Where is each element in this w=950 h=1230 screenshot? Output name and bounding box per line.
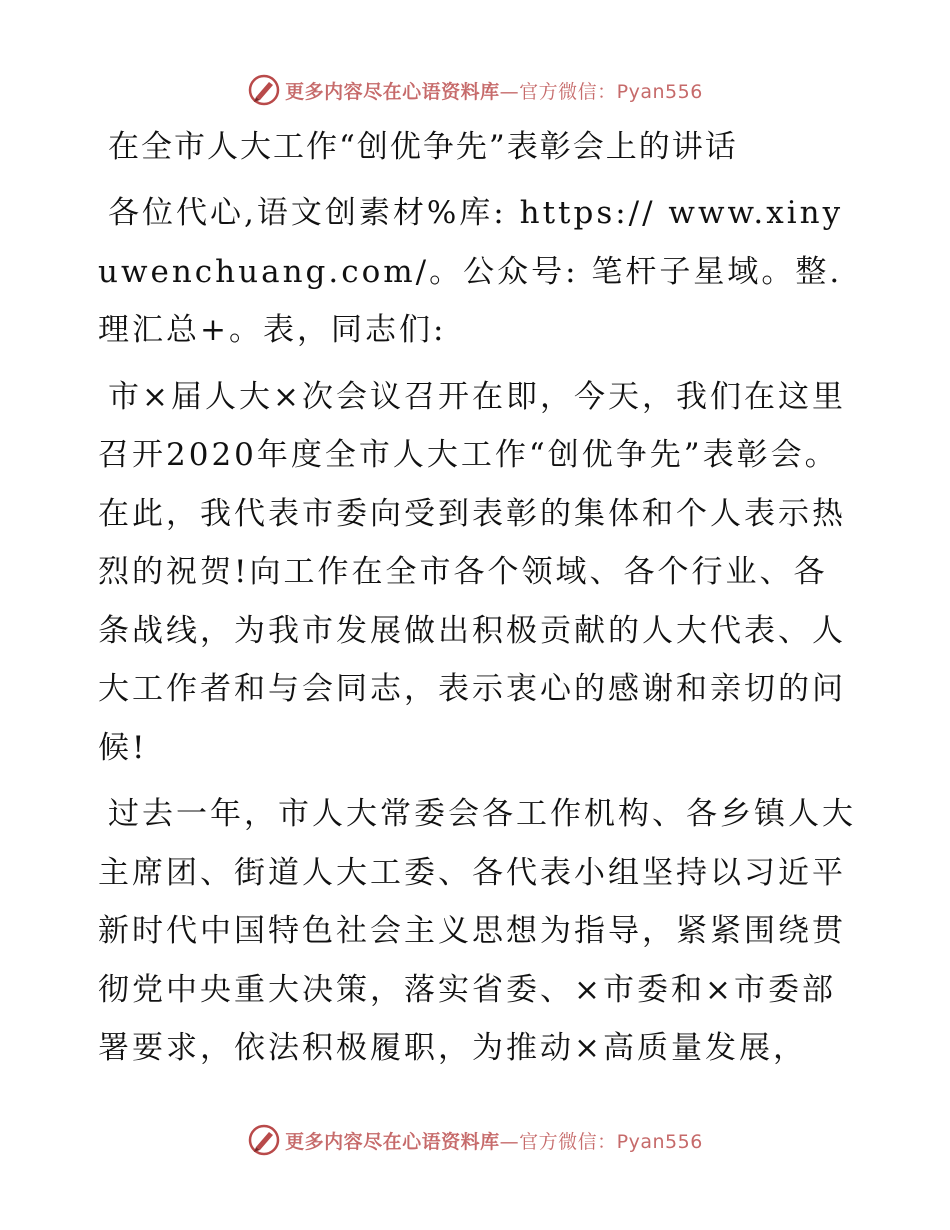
banner-dash: — — [499, 80, 520, 103]
banner-text — [285, 77, 703, 104]
red-pen-logo-icon — [247, 1123, 281, 1157]
banner-prefix: 更多内容尽在心语资料库 — [285, 1130, 500, 1153]
header-banner — [0, 72, 950, 108]
banner-dash: — — [499, 1130, 520, 1153]
document-title: 在全市人大工作“创优争先”表彰会上的讲话 — [108, 129, 738, 165]
paragraph-review: 过去一年，市人大常委会各工作机构、各乡镇人大主席团、街道人大工委、各代表小组坚持以习近平新时代中国特色社会主义思想为指导，紧紧围绕贯彻党中央重大决策，落实省委、×市委和×市委部署要求，依法积极履职，为推动×高质量发展， — [98, 796, 856, 1066]
red-pen-logo-icon — [247, 73, 281, 107]
document-page — [98, 122, 858, 1086]
banner-text — [285, 1127, 703, 1154]
paragraph-opening: 市×届人大×次会议召开在即，今天，我们在这里召开2020年度全市人大工作“创优争先”表彰会。在此，我代表市委向受到表彰的集体和个人表示热烈的祝贺!向工作在全市各个领域、各个行业、各条战线，为我市发展做出积极贡献的人大代表、人大工作者和与会同志，表示衷心的感谢和亲切的问候! — [98, 378, 846, 766]
footer-banner — [0, 1122, 950, 1158]
banner-prefix: 更多内容尽在心语资料库 — [285, 80, 500, 103]
paragraph-salutation: 各位代心,语文创素材%库: https:// www.xinyuwenchuang.com/。公众号: 笔杆子星域。整.理汇总+。表，同志们: — [98, 195, 844, 348]
banner-suffix: 官方微信：Pyan556 — [519, 80, 703, 103]
banner-suffix: 官方微信：Pyan556 — [519, 1130, 703, 1153]
